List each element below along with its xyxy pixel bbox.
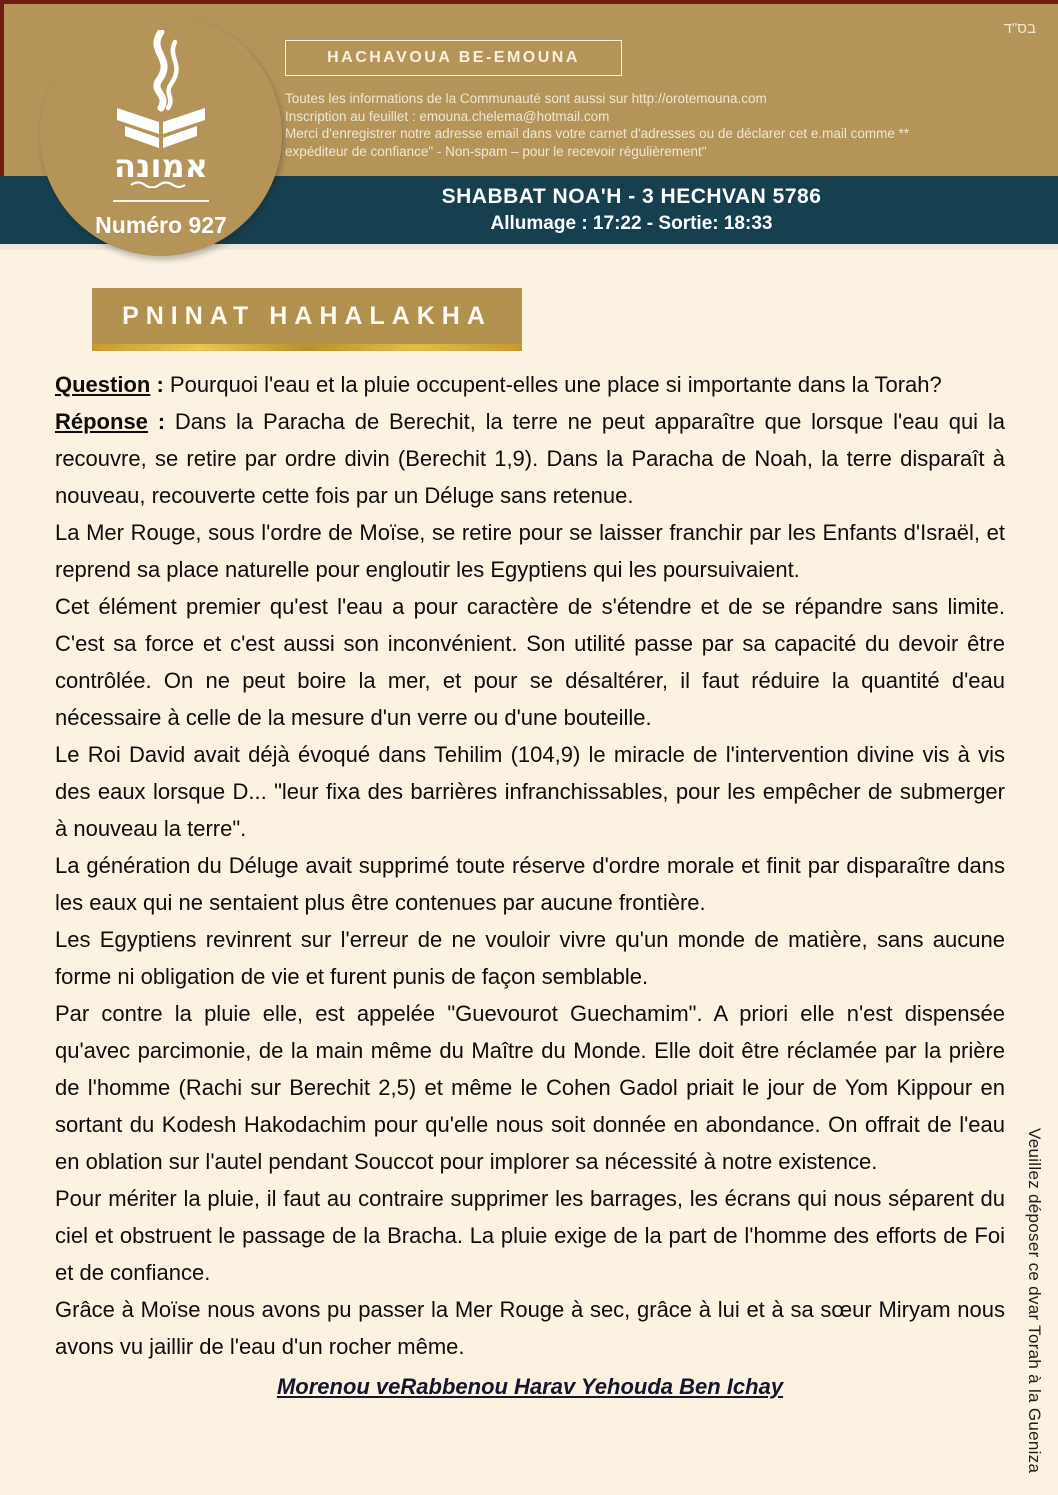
logo-divider [113, 200, 209, 202]
section-gold-strip [92, 344, 522, 351]
body-paragraph: La Mer Rouge, sous l'ordre de Moïse, se retire pour se laisser franchir par les Enfants d'Israël, et reprend sa place naturelle pour engloutir les Egyptiens qui les poursuivaient. [55, 520, 1005, 582]
response-text: Dans la Paracha de Berechit, la terre ne peut apparaître que lorsque l'eau qui la recouvre, se retire par ordre divin (Berechit 1,9). Dans la Paracha de Noah, la terre disparaît à nouveau, recouverte cette fois par un Déluge sans retenue. [55, 409, 1005, 508]
shabbat-title: SHABBAT NOA'H - 3 HECHVAN 5786 [441, 185, 822, 208]
flame-book-logo-icon [101, 30, 221, 188]
body-paragraph: Le Roi David avait déjà évoqué dans Tehilim (104,9) le miracle de l'intervention divine vis à vis des eaux lorsque D... "leur fixa des barrières infranchissables, pour les empêcher de submerger à nouveau la terre". [55, 742, 1005, 841]
pninat-hahalakha-banner [92, 288, 522, 351]
question-text: Pourquoi l'eau et la pluie occupent-elles une place si importante dans la Torah? [169, 372, 942, 397]
section-title: PNINAT HAHALAKHA [122, 302, 492, 330]
info-line-email-notice: Merci d'enregistrer notre adresse email dans votre carnet d'adresses ou de déclarer cet e.mail comme ** [285, 126, 910, 141]
body-paragraph: Pour mériter la pluie, il faut au contraire supprimer les barrages, les écrans qui nous séparent du ciel et obstruent le passage de la Bracha. La pluie exige de la part de l'homme des efforts de Foi et de confiance. [55, 1186, 1005, 1285]
response-separator: : [147, 409, 175, 434]
footer-signature: Morenou veRabbenou Harav Yehouda Ben Ichay [276, 1374, 784, 1399]
body-paragraph: La génération du Déluge avait supprimé toute réserve d'ordre morale et finit par disparaître dans les eaux qui ne sentaient plus être contenues par aucune frontière. [55, 853, 1005, 915]
newsletter-title-box [285, 40, 622, 76]
left-border-artifact [0, 0, 4, 176]
issue-number: Numéro 927 [95, 212, 227, 238]
info-line-website: Toutes les informations de la Communauté sont aussi sur http://orotemouna.com [285, 91, 767, 106]
body-paragraph: Par contre la pluie elle, est appelée "Guevourot Guechamim". A priori elle n'est dispensée qu'avec parcimonie, de la main même du Maître du Monde. Elle doit être réclamée par la prière de l'homme (Rachi sur Berechit 2,5) et même le Cohen Gadol priait le jour de Yom Kippour en sortant du Kodesh Hakodachim pour qu'elle nous soit donnée en abondance. On offrait de l'eau en oblation sur l'autel pendant Souccot pour implorer sa nécessité à notre existence. [55, 1001, 1005, 1174]
article-body [55, 366, 1005, 1405]
newsletter-title: HACHAVOUA BE-EMOUNA [327, 49, 580, 66]
bsd-text: בס"ד [1003, 20, 1036, 37]
info-line-subscription: Inscription au feuillet : emouna.chelema@hotmail.com [285, 108, 610, 124]
candle-times: Allumage : 17:22 - Sortie: 18:33 [490, 213, 773, 234]
response-label: Réponse [55, 409, 148, 434]
question-paragraph [55, 366, 1005, 403]
response-paragraph [55, 403, 1005, 514]
body-paragraph: Les Egyptiens revinrent sur l'erreur de ne vouloir vivre qu'un monde de matière, sans aucune forme ni obligation de vie et furent punis de façon semblable. [55, 927, 1005, 989]
body-paragraph: Grâce à Moïse nous avons pu passer la Mer Rouge à sec, grâce à lui et à sa sœur Miryam nous avons vu jaillir de l'eau d'un rocher même. [55, 1297, 1005, 1359]
info-line-nonspam: expéditeur de confiance" - Non-spam – pour le recevoir régulièrement" [285, 143, 707, 159]
body-paragraph: Cet élément premier qu'est l'eau a pour caractère de s'étendre et de se répandre sans limite. C'est sa force et c'est aussi son inconvénient. Son utilité passe par sa capacité du devoir être contrôlée. On ne peut boire la mer, et pour se désaltérer, il faut réduire la quantité d'eau nécessaire à celle de la mesure d'un verre ou d'une bouteille. [55, 594, 1005, 730]
question-label: Question [55, 372, 151, 397]
top-border-artifact [0, 0, 1058, 4]
emouna-logo-circle [40, 14, 282, 256]
header-info-lines [285, 90, 909, 160]
question-separator: : [150, 372, 170, 397]
logo-hebrew-text: אמונה [114, 147, 208, 185]
geniza-note: Veuillez déposer ce dvar Torah à la Gueniza [1025, 1128, 1044, 1474]
